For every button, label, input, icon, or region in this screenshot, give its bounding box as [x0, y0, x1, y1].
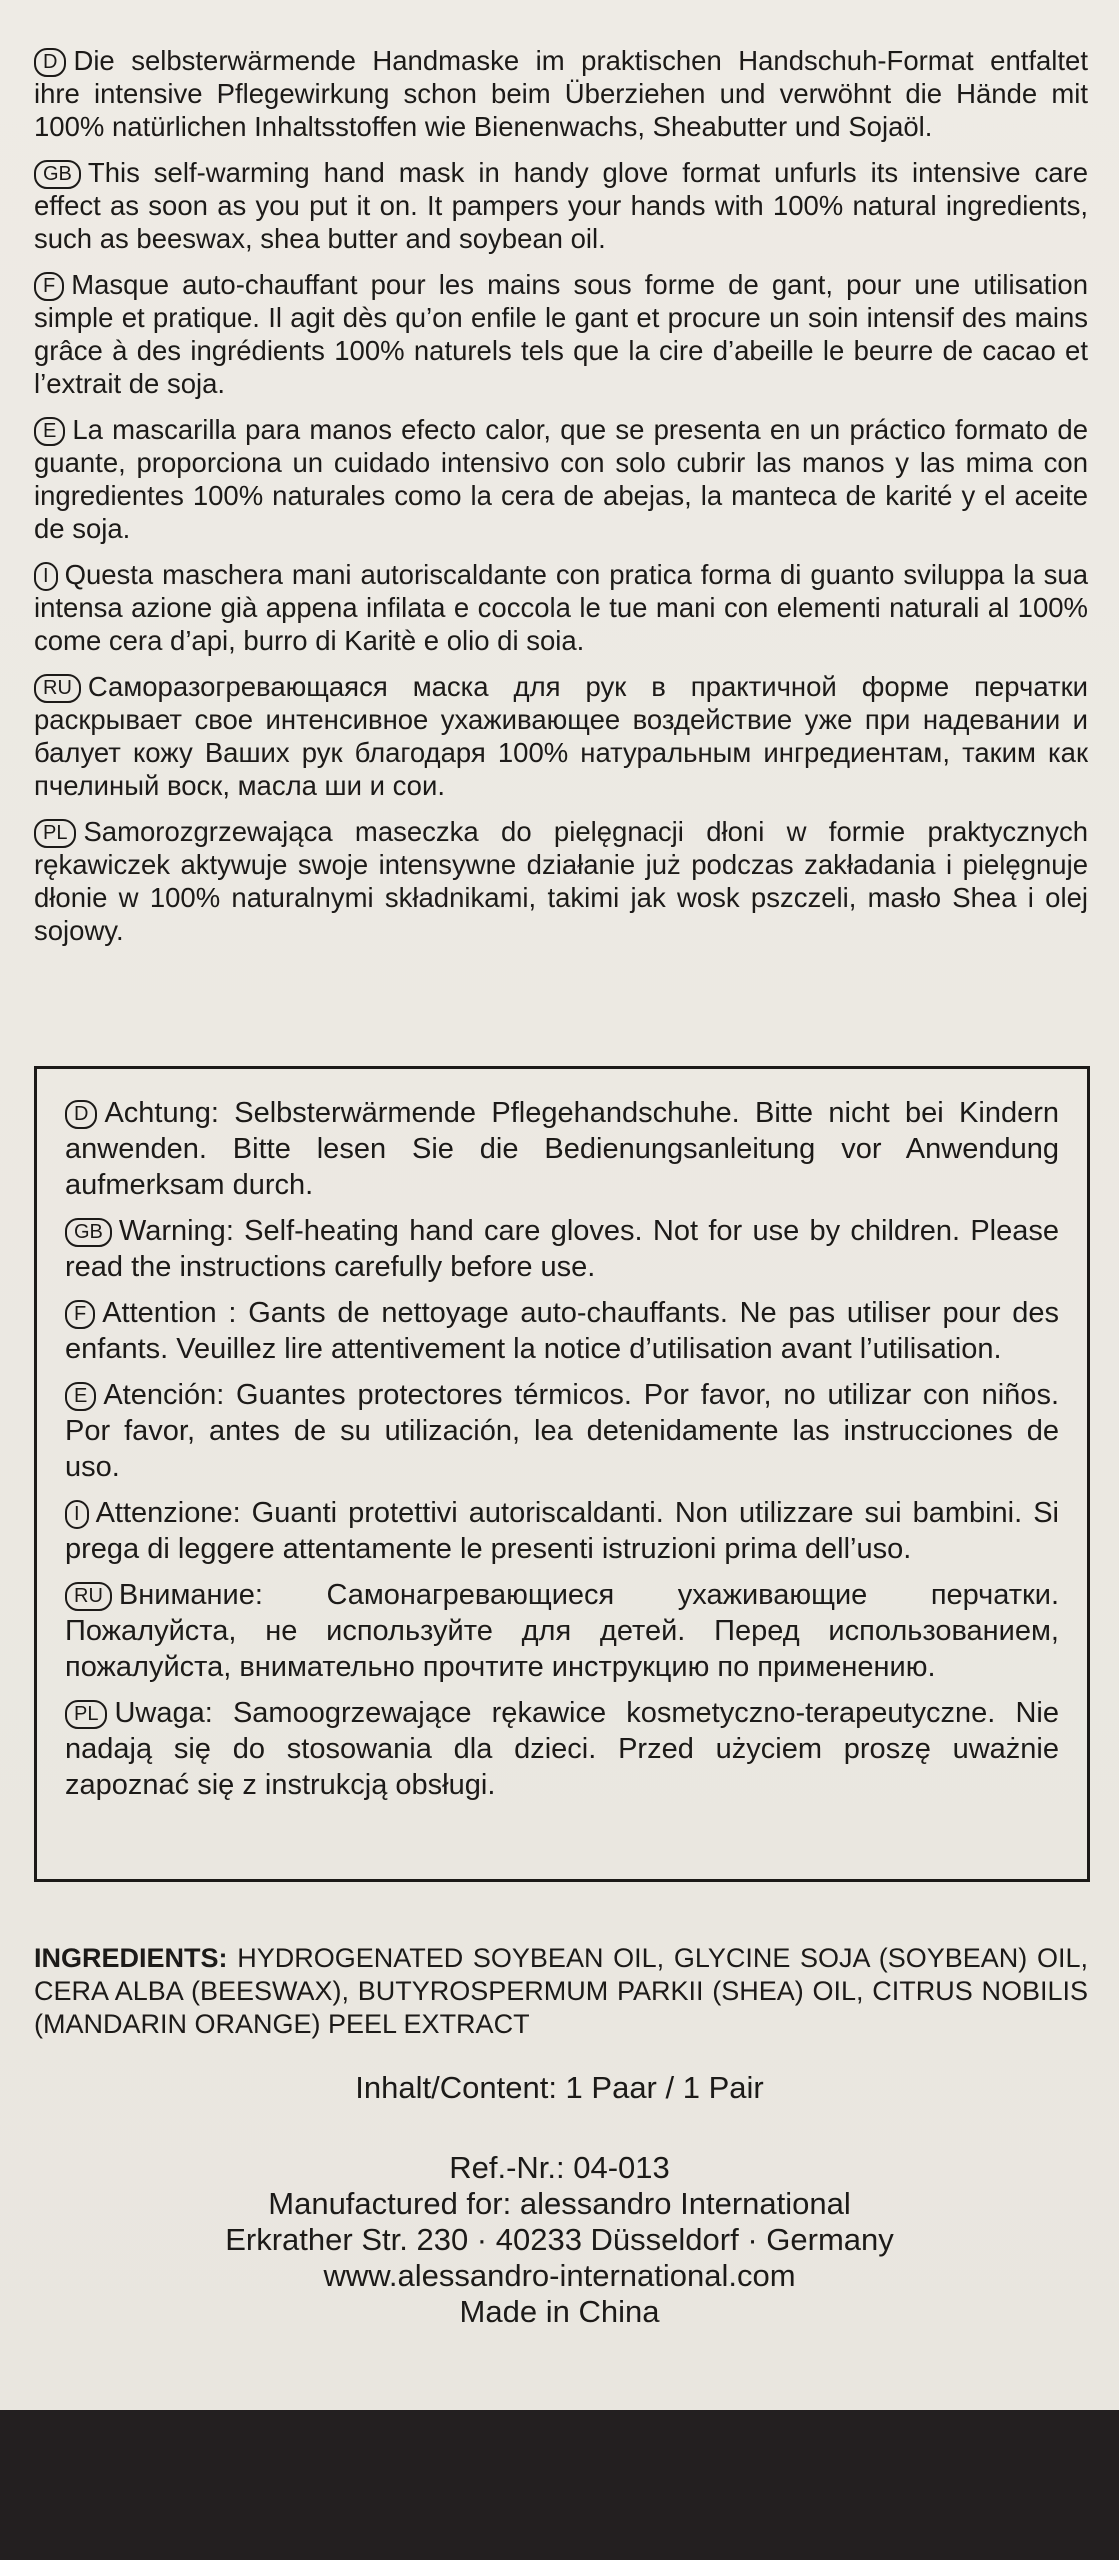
description-text-es: La mascarilla para manos efecto calor, que se presenta en un práctico formato de guante, proporciona un cuidado intensivo con solo cubrir las manos y las mima con ingredientes 100% naturales como la cera de abejas, la manteca de karité y el aceite de soja. — [34, 414, 1088, 544]
lang-badge-es: E — [65, 1382, 96, 1411]
warning-text-gb: Warning: Self-heating hand care gloves. Not for use by children. Please read the instructions carefully before use. — [65, 1215, 1059, 1283]
lang-badge-pl: PL — [65, 1700, 107, 1729]
warning-pl — [65, 1695, 1059, 1803]
description-paragraph-ru — [34, 670, 1088, 802]
country-of-origin: Made in China — [459, 2294, 660, 2329]
warning-text-pl: Uwaga: Samoogrzewające rękawice kosmetyczno-terapeutyczne. Nie nadają się do stosowania dla dzieci. Przed użyciem proszę uważnie zapoznać się z instrukcją obsługi. — [65, 1697, 1059, 1801]
warning-list — [65, 1095, 1059, 1813]
description-paragraph-it — [34, 558, 1088, 657]
manufacturer-website: www.alessandro-international.com — [323, 2258, 796, 2293]
description-text-it: Questa maschera mani autoriscaldante con pratica forma di guanto sviluppa la sua intensa azione già appena infilata e coccola le tue mani con elementi naturali al 100% come cera d’api, burro di Karitè e olio di soia. — [34, 559, 1088, 656]
manufacturer-address: Erkrather Str. 230 · 40233 Düsseldorf · Germany — [225, 2222, 894, 2257]
ingredients-label: INGREDIENTS: — [34, 1943, 228, 1973]
description-paragraph-es — [34, 413, 1088, 545]
warning-de — [65, 1095, 1059, 1203]
ingredients-list — [34, 1942, 1088, 2041]
description-paragraph-gb — [34, 156, 1088, 255]
lang-badge-de: D — [34, 48, 66, 77]
lang-badge-ru: RU — [65, 1582, 112, 1611]
lang-badge-pl: PL — [34, 819, 76, 848]
reference-number: Ref.-Nr.: 04-013 — [449, 2150, 670, 2185]
ingredients-text: HYDROGENATED SOYBEAN OIL, GLYCINE SOJA (SOYBEAN) OIL, CERA ALBA (BEESWAX), BUTYROSPERMUM PARKII (SHEA) OIL, CITRUS NOBILIS (MANDARIN ORANGE) PEEL EXTRACT — [34, 1943, 1088, 2039]
manufacturer-name: alessandro International — [519, 2186, 851, 2221]
warning-text-de: Achtung: Selbsterwärmende Pflegehandschuhe. Bitte nicht bei Kindern anwenden. Bitte lesen Sie die Bedienungsanleitung vor Anwendung aufmerksam durch. — [65, 1097, 1059, 1201]
description-paragraph-de — [34, 44, 1088, 143]
description-paragraph-pl — [34, 815, 1088, 947]
description-text-ru: Саморазогревающаяся маска для рук в практичной форме перчатки раскрывает свое интенсивное ухаживающее воздействие уже при надевании и балует кожу Ваших рук благодаря 100% натуральным ингредиентам, таким как пчелиный воск, масла ши и сои. — [34, 671, 1088, 801]
lang-badge-de: D — [65, 1100, 97, 1129]
manufactured-prefix: Manufactured for: — [268, 2186, 520, 2221]
warning-text-fr: Attention : Gants de nettoyage auto-chauffants. Ne pas utiliser pour des enfants. Veuillez lire attentivement la notice d’utilisation avant l’utilisation. — [65, 1297, 1059, 1365]
lang-badge-gb: GB — [34, 160, 81, 189]
manufacturer-info — [0, 2150, 1119, 2330]
lang-badge-it: I — [65, 1500, 89, 1529]
warning-fr — [65, 1295, 1059, 1367]
lang-badge-fr: F — [34, 272, 64, 301]
warning-it — [65, 1495, 1059, 1567]
lang-badge-it: I — [34, 562, 58, 591]
product-description — [34, 44, 1088, 960]
dark-bottom-band — [0, 2410, 1119, 2560]
description-paragraph-fr — [34, 268, 1088, 400]
lang-badge-gb: GB — [65, 1218, 112, 1247]
warning-ru — [65, 1577, 1059, 1685]
warning-box — [34, 1066, 1090, 1882]
warning-text-es: Atención: Guantes protectores térmicos. Por favor, no utilizar con niños. Por favor, antes de su utilización, lea detenidamente las instrucciones de uso. — [65, 1379, 1059, 1483]
lang-badge-fr: F — [65, 1300, 95, 1329]
warning-gb — [65, 1213, 1059, 1285]
manufactured-for-line — [0, 2186, 1119, 2222]
description-text-de: Die selbsterwärmende Handmaske im praktischen Handschuh-Format entfaltet ihre intensive Pflegewirkung schon beim Überziehen und verwöhnt die Hände mit 100% natürlichen Inhaltsstoffen wie Bienenwachs, Sheabutter und Sojaöl. — [34, 45, 1088, 142]
lang-badge-ru: RU — [34, 674, 81, 703]
lang-badge-es: E — [34, 417, 65, 446]
warning-es — [65, 1377, 1059, 1485]
warning-text-ru: Внимание: Самонагревающиеся ухаживающие перчатки. Пожалуйста, не используйте для детей. Перед использованием, пожалуйста, внимательно прочтите инструкцию по применению. — [65, 1579, 1059, 1683]
description-text-fr: Masque auto-chauffant pour les mains sous forme de gant, pour une utilisation simple et pratique. Il agit dès qu’on enfile le gant et procure un soin intensif des mains grâce à des ingrédients 100% naturels tels que la cire d’abeille le beurre de cacao et l’extrait de soja. — [34, 269, 1088, 399]
content-quantity: Inhalt/Content: 1 Paar / 1 Pair — [355, 2070, 764, 2105]
warning-text-it: Attenzione: Guanti protettivi autoriscaldanti. Non utilizzare sui bambini. Si prega di leggere attentamente le presenti istruzioni prima dell’uso. — [65, 1497, 1059, 1565]
description-text-gb: This self-warming hand mask in handy glove format unfurls its intensive care effect as soon as you put it on. It pampers your hands with 100% natural ingredients, such as beeswax, shea butter and soybean oil. — [34, 157, 1088, 254]
description-text-pl: Samorozgrzewająca maseczka do pielęgnacji dłoni w formie praktycznych rękawiczek aktywuje swoje intensywne działanie już podczas zakładania i pielęgnuje dłonie w 100% naturalnymi składnikami, takimi jak wosk pszczeli, masło Shea i olej sojowy. — [34, 816, 1088, 946]
